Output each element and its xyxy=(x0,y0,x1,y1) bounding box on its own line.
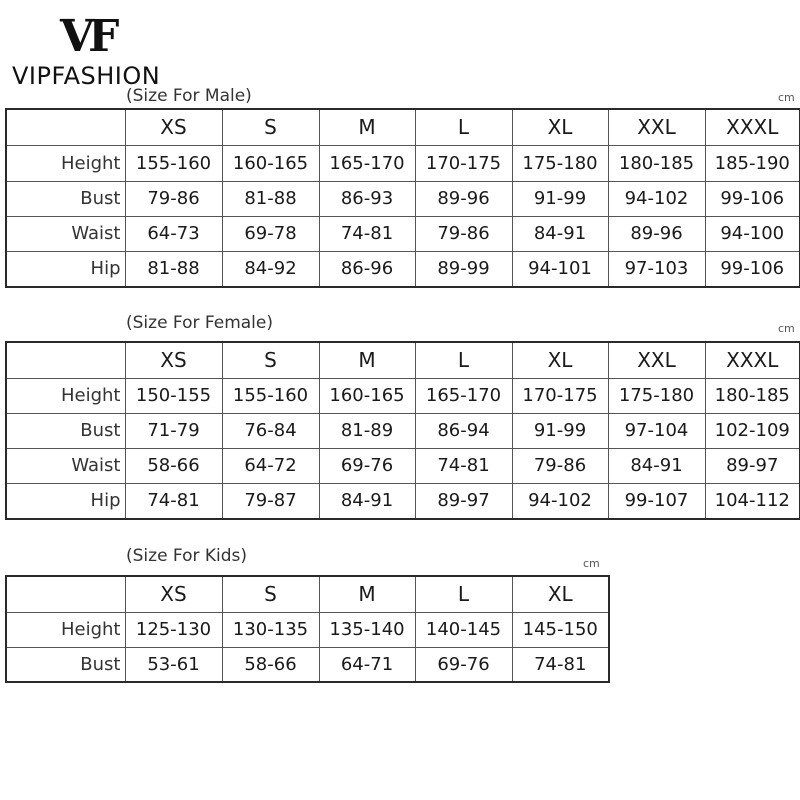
kids-section-title: (Size For Kids) xyxy=(126,546,248,566)
measurement-cell: 102-109 xyxy=(705,413,800,448)
measurement-cell: 99-106 xyxy=(705,251,800,287)
measurement-cell: 140-145 xyxy=(415,612,512,647)
row-label-bust: Bust xyxy=(6,181,125,216)
measurement-cell: 74-81 xyxy=(512,647,609,682)
measurement-cell: 69-76 xyxy=(319,448,415,483)
size-header-m: M xyxy=(319,342,415,378)
measurement-cell: 89-97 xyxy=(415,483,512,519)
measurement-cell: 69-78 xyxy=(222,216,319,251)
female-section-title: (Size For Female) xyxy=(126,313,273,333)
measurement-cell: 64-73 xyxy=(125,216,222,251)
measurement-cell: 79-87 xyxy=(222,483,319,519)
measurement-cell: 89-99 xyxy=(415,251,512,287)
brand-name: VIPFASHION xyxy=(12,62,161,90)
measurement-cell: 99-106 xyxy=(705,181,800,216)
size-header-xl: XL xyxy=(512,342,608,378)
size-header-s: S xyxy=(222,109,319,145)
male-size-table xyxy=(5,108,800,288)
size-header-l: L xyxy=(415,342,512,378)
table-row-height xyxy=(6,612,609,647)
measurement-cell: 175-180 xyxy=(608,378,705,413)
size-header-xl: XL xyxy=(512,576,609,612)
table-header-row xyxy=(6,342,800,378)
row-label-waist: Waist xyxy=(6,448,125,483)
measurement-cell: 94-100 xyxy=(705,216,800,251)
header-corner-cell xyxy=(6,576,125,612)
measurement-cell: 97-103 xyxy=(608,251,705,287)
kids-size-table xyxy=(5,575,610,683)
measurement-cell: 84-91 xyxy=(608,448,705,483)
measurement-cell: 69-76 xyxy=(415,647,512,682)
measurement-cell: 155-160 xyxy=(125,145,222,181)
measurement-cell: 104-112 xyxy=(705,483,800,519)
measurement-cell: 99-107 xyxy=(608,483,705,519)
measurement-cell: 91-99 xyxy=(512,181,608,216)
measurement-cell: 165-170 xyxy=(415,378,512,413)
measurement-cell: 155-160 xyxy=(222,378,319,413)
measurement-cell: 175-180 xyxy=(512,145,608,181)
measurement-cell: 97-104 xyxy=(608,413,705,448)
measurement-cell: 79-86 xyxy=(415,216,512,251)
size-header-xxxl: XXXL xyxy=(705,109,800,145)
size-header-xs: XS xyxy=(125,342,222,378)
table-header-row xyxy=(6,109,800,145)
measurement-cell: 76-84 xyxy=(222,413,319,448)
measurement-cell: 53-61 xyxy=(125,647,222,682)
row-label-height: Height xyxy=(6,378,125,413)
row-label-bust: Bust xyxy=(6,647,125,682)
measurement-cell: 94-101 xyxy=(512,251,608,287)
measurement-cell: 84-91 xyxy=(319,483,415,519)
size-header-xxxl: XXXL xyxy=(705,342,800,378)
table-row-hip xyxy=(6,483,800,519)
table-row-height xyxy=(6,378,800,413)
kids-unit-label: cm xyxy=(583,557,600,570)
size-header-s: S xyxy=(222,342,319,378)
measurement-cell: 89-96 xyxy=(415,181,512,216)
measurement-cell: 86-93 xyxy=(319,181,415,216)
measurement-cell: 64-72 xyxy=(222,448,319,483)
male-unit-label: cm xyxy=(778,91,795,104)
row-label-hip: Hip xyxy=(6,251,125,287)
measurement-cell: 84-92 xyxy=(222,251,319,287)
table-row-bust xyxy=(6,181,800,216)
measurement-cell: 94-102 xyxy=(512,483,608,519)
measurement-cell: 64-71 xyxy=(319,647,415,682)
measurement-cell: 150-155 xyxy=(125,378,222,413)
size-header-l: L xyxy=(415,109,512,145)
measurement-cell: 79-86 xyxy=(125,181,222,216)
measurement-cell: 145-150 xyxy=(512,612,609,647)
table-row-hip xyxy=(6,251,800,287)
measurement-cell: 74-81 xyxy=(415,448,512,483)
size-header-l: L xyxy=(415,576,512,612)
header-corner-cell xyxy=(6,342,125,378)
size-header-m: M xyxy=(319,576,415,612)
measurement-cell: 91-99 xyxy=(512,413,608,448)
size-header-xxl: XXL xyxy=(608,109,705,145)
measurement-cell: 81-88 xyxy=(222,181,319,216)
row-label-bust: Bust xyxy=(6,413,125,448)
measurement-cell: 71-79 xyxy=(125,413,222,448)
size-header-xs: XS xyxy=(125,109,222,145)
measurement-cell: 86-96 xyxy=(319,251,415,287)
measurement-cell: 165-170 xyxy=(319,145,415,181)
measurement-cell: 79-86 xyxy=(512,448,608,483)
female-size-table xyxy=(5,341,800,520)
size-header-xl: XL xyxy=(512,109,608,145)
table-row-height xyxy=(6,145,800,181)
table-row-bust xyxy=(6,413,800,448)
measurement-cell: 86-94 xyxy=(415,413,512,448)
row-label-height: Height xyxy=(6,145,125,181)
measurement-cell: 170-175 xyxy=(415,145,512,181)
measurement-cell: 125-130 xyxy=(125,612,222,647)
measurement-cell: 89-97 xyxy=(705,448,800,483)
size-header-m: M xyxy=(319,109,415,145)
measurement-cell: 180-185 xyxy=(608,145,705,181)
table-row-bust xyxy=(6,647,609,682)
measurement-cell: 160-165 xyxy=(222,145,319,181)
measurement-cell: 185-190 xyxy=(705,145,800,181)
measurement-cell: 130-135 xyxy=(222,612,319,647)
size-header-s: S xyxy=(222,576,319,612)
measurement-cell: 180-185 xyxy=(705,378,800,413)
table-row-waist xyxy=(6,216,800,251)
row-label-height: Height xyxy=(6,612,125,647)
measurement-cell: 84-91 xyxy=(512,216,608,251)
header-corner-cell xyxy=(6,109,125,145)
measurement-cell: 160-165 xyxy=(319,378,415,413)
male-section-title: (Size For Male) xyxy=(126,86,252,106)
measurement-cell: 74-81 xyxy=(125,483,222,519)
measurement-cell: 135-140 xyxy=(319,612,415,647)
measurement-cell: 81-88 xyxy=(125,251,222,287)
measurement-cell: 94-102 xyxy=(608,181,705,216)
table-header-row xyxy=(6,576,609,612)
size-header-xs: XS xyxy=(125,576,222,612)
measurement-cell: 74-81 xyxy=(319,216,415,251)
logo-mark: VF xyxy=(60,11,114,62)
row-label-waist: Waist xyxy=(6,216,125,251)
measurement-cell: 81-89 xyxy=(319,413,415,448)
measurement-cell: 58-66 xyxy=(222,647,319,682)
size-header-xxl: XXL xyxy=(608,342,705,378)
measurement-cell: 170-175 xyxy=(512,378,608,413)
female-unit-label: cm xyxy=(778,322,795,335)
measurement-cell: 58-66 xyxy=(125,448,222,483)
table-row-waist xyxy=(6,448,800,483)
measurement-cell: 89-96 xyxy=(608,216,705,251)
row-label-hip: Hip xyxy=(6,483,125,519)
